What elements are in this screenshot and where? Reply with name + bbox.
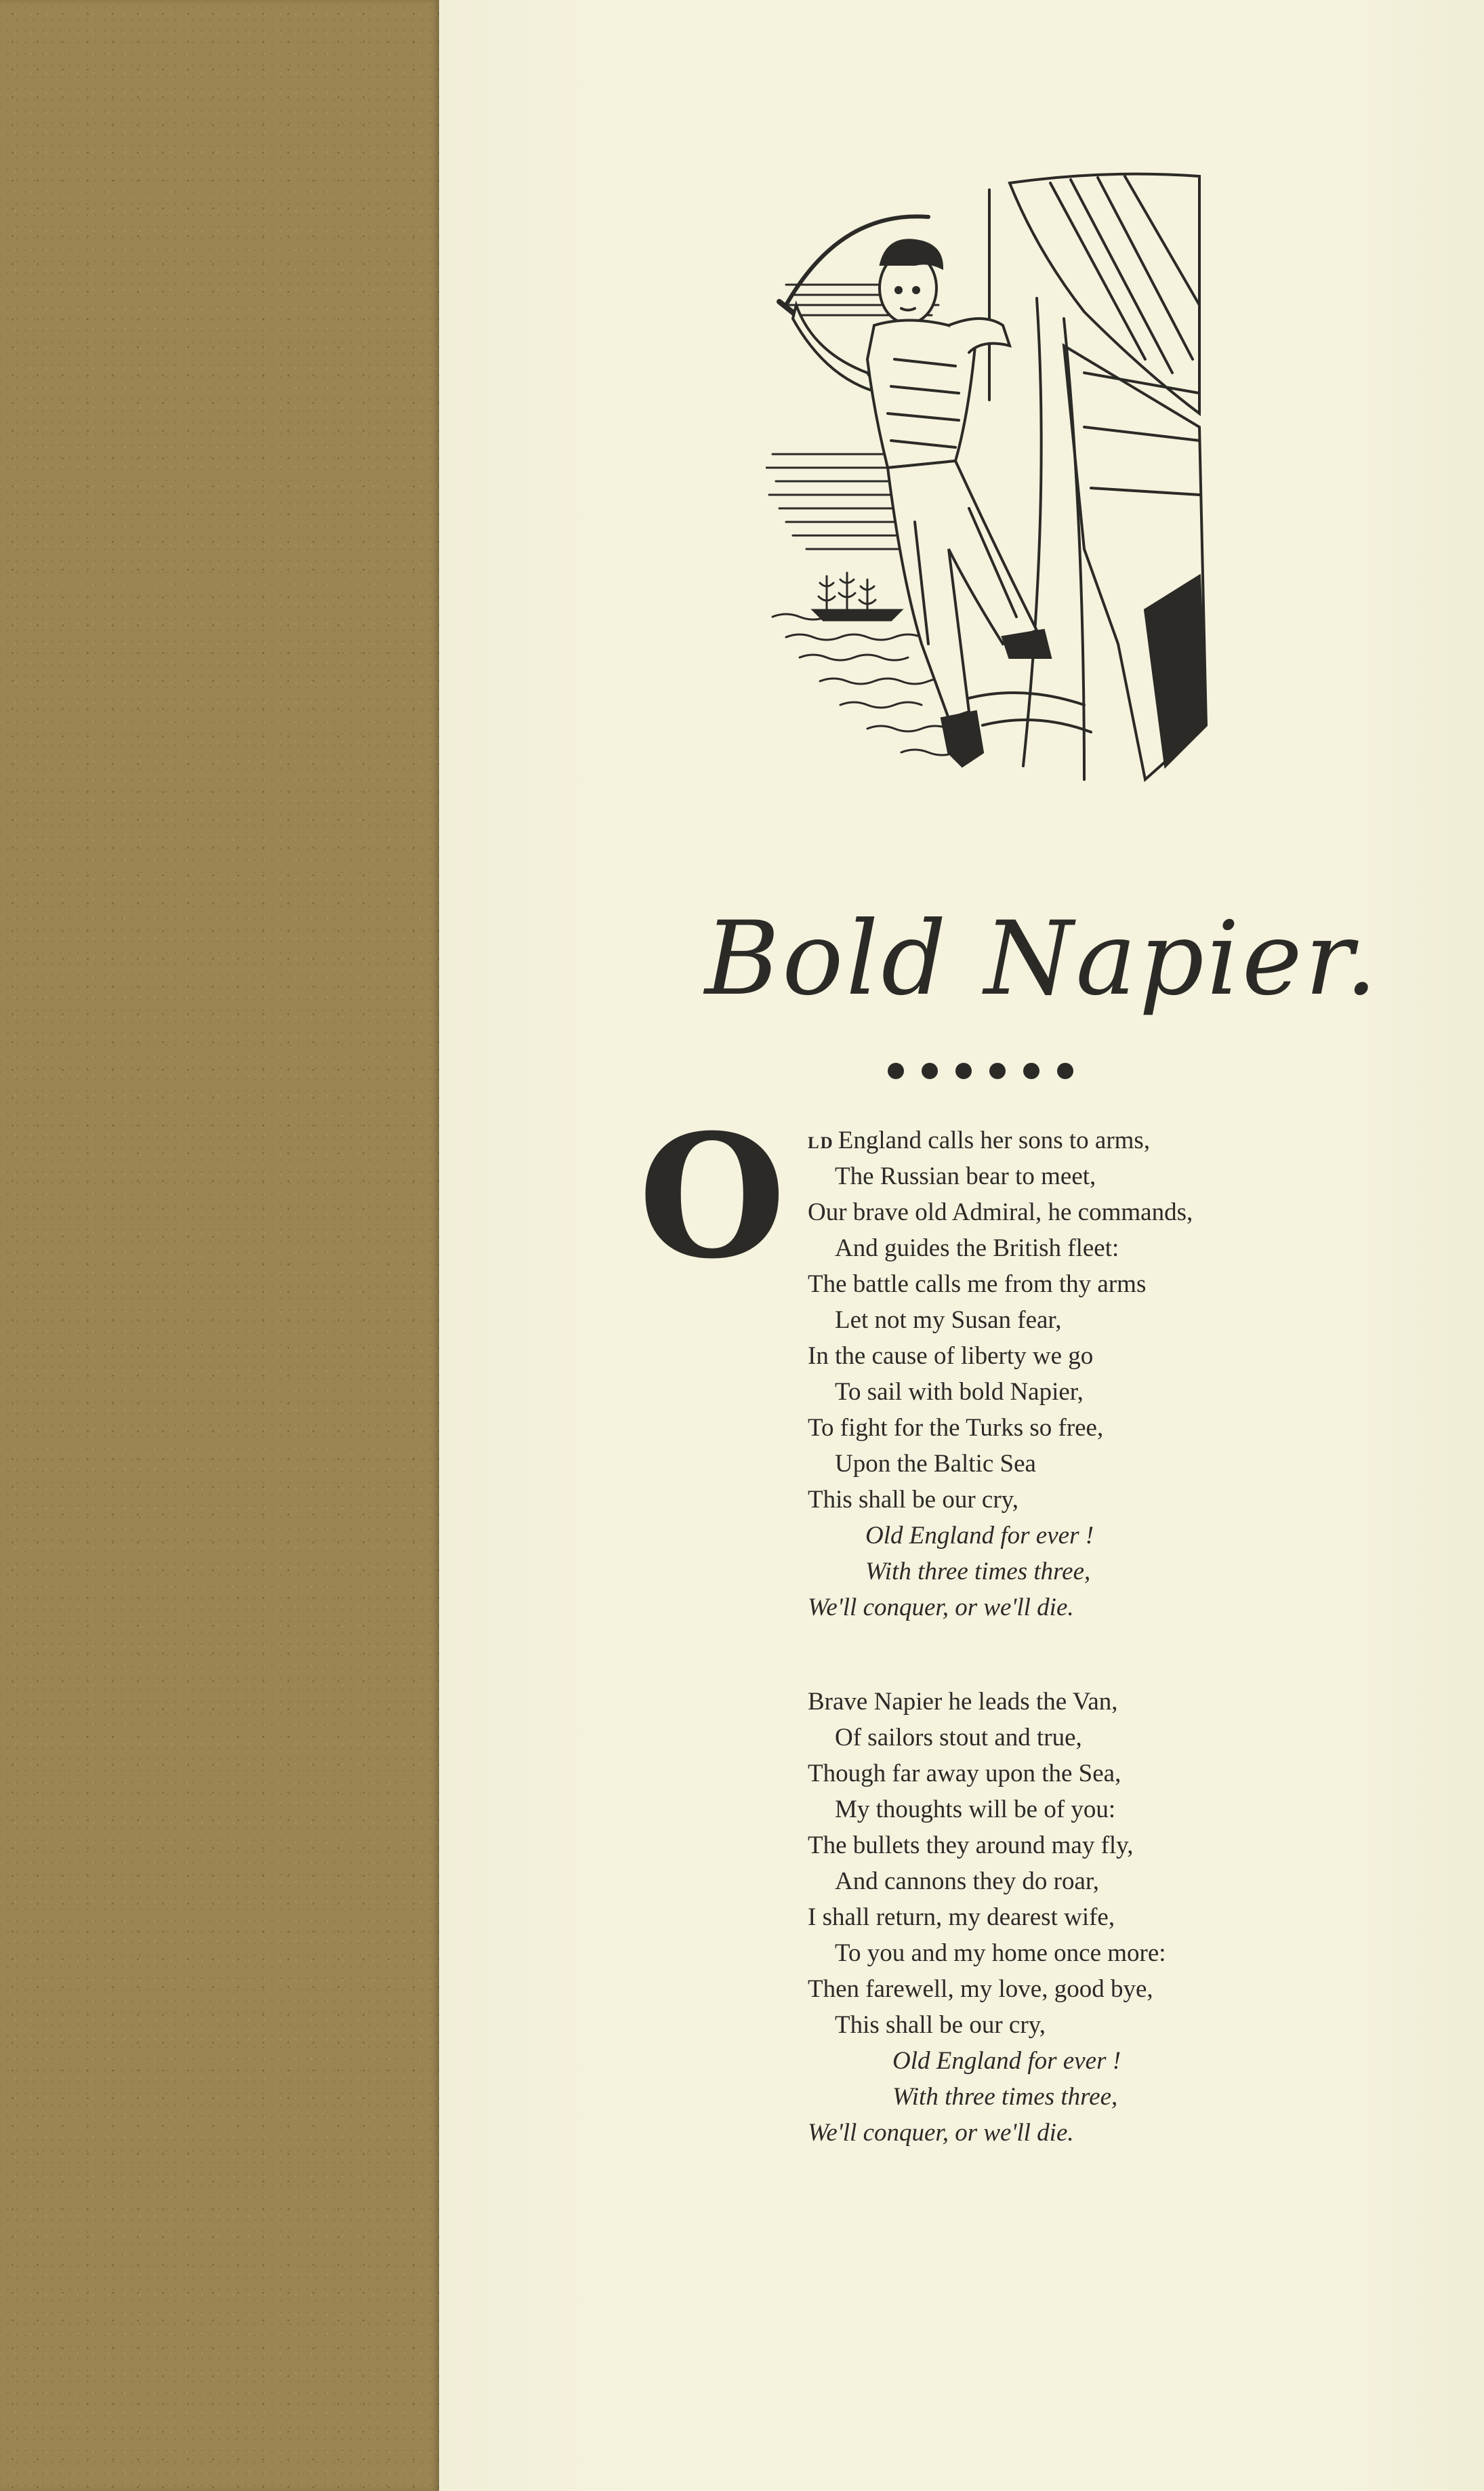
dot-icon xyxy=(922,1063,938,1079)
poem-line: Our brave old Admiral, he commands, xyxy=(808,1198,1193,1226)
dot-icon xyxy=(1023,1063,1039,1079)
dot-icon xyxy=(888,1063,904,1079)
distant-ship xyxy=(813,573,901,620)
poem-line: To you and my home once more: xyxy=(835,1939,1166,1967)
ornament-dots xyxy=(888,1057,1091,1085)
poem-line: I shall return, my dearest wife, xyxy=(808,1903,1115,1931)
poem-line: Though far away upon the Sea, xyxy=(808,1760,1121,1787)
chorus-line: With three times three, xyxy=(892,2083,1118,2111)
brown-board-strip xyxy=(0,0,439,2491)
chorus-line: We'll conquer, or we'll die. xyxy=(808,2119,1074,2147)
drop-cap: O xyxy=(638,1097,786,1296)
chorus-line: Old England for ever ! xyxy=(892,2047,1121,2075)
poem-line: The battle calls me from thy arms xyxy=(808,1270,1147,1298)
poem-body xyxy=(808,1122,1418,2151)
poem-line: LD England calls her sons to arms, xyxy=(808,1127,1151,1154)
poem-line: In the cause of liberty we go xyxy=(808,1342,1094,1370)
poem-line: The bullets they around may fly, xyxy=(808,1831,1134,1859)
sailor-illustration xyxy=(766,169,1213,820)
poem-line: Upon the Baltic Sea xyxy=(835,1450,1036,1478)
stanza-2 xyxy=(808,1684,1418,2151)
poem-line: This shall be our cry, xyxy=(808,1486,1018,1514)
poem-line: And guides the British fleet: xyxy=(835,1234,1119,1262)
dot-icon xyxy=(955,1063,972,1079)
poem-line: Then farewell, my love, good bye, xyxy=(808,1975,1153,2003)
poem-line: The Russian bear to meet, xyxy=(835,1162,1096,1190)
sailor xyxy=(793,240,1050,766)
chorus-line: We'll conquer, or we'll die. xyxy=(808,1594,1074,1621)
poem-line: Let not my Susan fear, xyxy=(835,1306,1062,1334)
poem-line: To fight for the Turks so free, xyxy=(808,1414,1104,1442)
poem-line: This shall be our cry, xyxy=(835,2011,1046,2039)
stanza-1 xyxy=(808,1122,1418,1625)
poem-line: And cannons they do roar, xyxy=(835,1867,1099,1895)
poem-line: Brave Napier he leads the Van, xyxy=(808,1688,1118,1716)
chorus-line: Old England for ever ! xyxy=(865,1522,1094,1550)
dot-icon xyxy=(989,1063,1006,1079)
dot-icon xyxy=(1057,1063,1073,1079)
poem-line: To sail with bold Napier, xyxy=(835,1378,1084,1406)
poem-title: Bold Napier. xyxy=(705,900,1380,1018)
poem-line: Of sailors stout and true, xyxy=(835,1724,1082,1751)
chorus-line: With three times three, xyxy=(865,1558,1091,1585)
poem-line: My thoughts will be of you: xyxy=(835,1796,1116,1823)
stanza-gap xyxy=(808,1625,1418,1684)
